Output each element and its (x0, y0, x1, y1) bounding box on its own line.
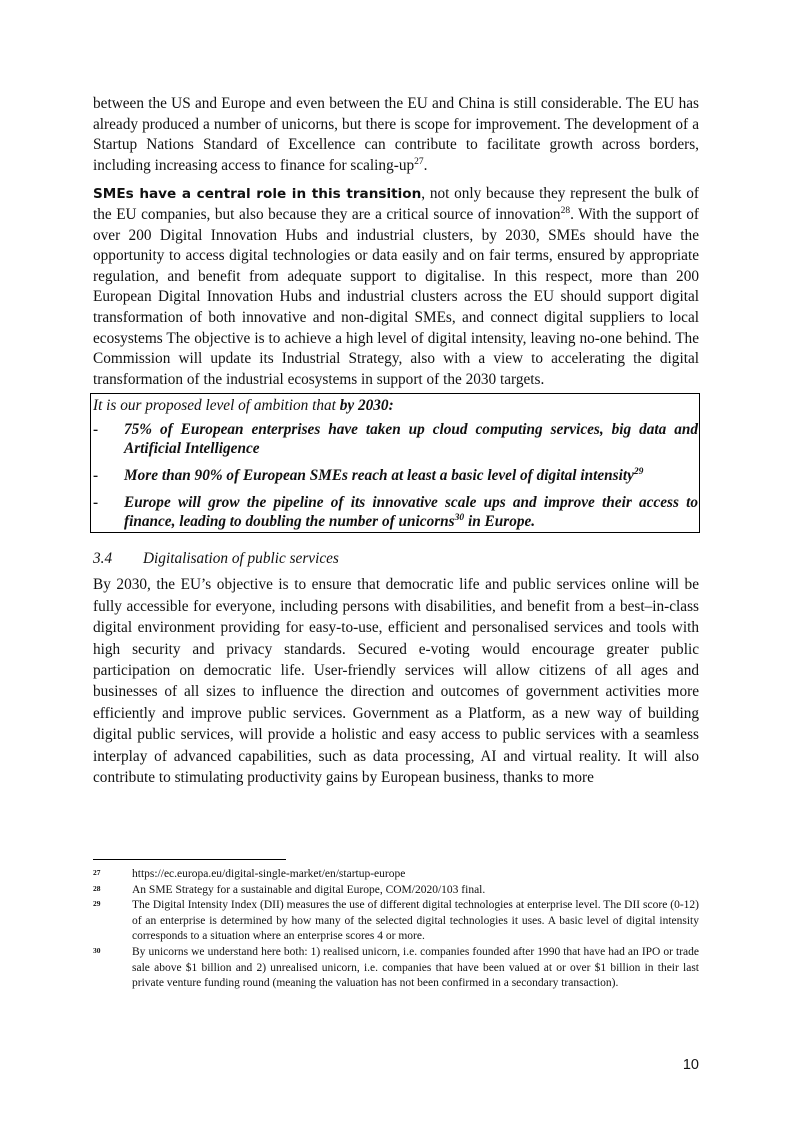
page-body (93, 94, 699, 788)
ambition-item: - 75% of European enterprises have taken up cloud computing services, big data and Artificial Intelligence (93, 421, 698, 458)
paragraph-smes: SMEs have a central role in this transition, not only because they represent the bulk of the EU companies, but also because they are a critical source of innovation$^{28}$. With the support of over 200 Digital Innovation Hubs and industrial clusters, by 2030, SMEs should have the opportunity to access digital technologies or data easily and on fair terms, ensured by appropriate regulation, and benefit from adequate support to digitalise. In this respect, more than 200 European Digital Innovation Hubs and industrial clusters across the EU should support digital transformation of both innovative and non-digital SMEs, and connect digital suppliers to local ecosystems The objective is to achieve a high level of digital intensity, leaving no-one behind. The Commission will update its Industrial Strategy, also with a view to accelerating the digital transformation of the industrial ecosystems in support of the 2030 targets. (93, 185, 699, 388)
ambition-item: - More than 90% of European SMEs reach at least a basic level of digital intensity$^{29}$ (93, 467, 644, 485)
footnote-text: The Digital Intensity Index (DII) measures the use of different digital technologies at enterprise level. The DII score (0-12) of an enterprise is determined by how many of the selected digital technologies it uses. A basic level of digital intensity corresponds to a situation where an enterprise scores 4 or more. (132, 899, 699, 943)
list-dash: - (93, 421, 99, 439)
footnote-divider (93, 859, 286, 860)
footnote-ref-29[interactable]: 29 (633, 467, 644, 478)
footnote-number: 27 (93, 868, 101, 877)
footnote-ref-27[interactable]: 27 (414, 156, 424, 167)
footnote-link[interactable]: https://ec.europa.eu/digital-single-market/en/startup-europe (132, 868, 406, 880)
footnote-text: An SME Strategy for a sustainable and digital Europe, COM/2020/103 final. (132, 883, 486, 896)
ambition-item: - Europe will grow the pipeline of its innovative scale ups and improve their access to finance, leading to doubling the number of unicorns$^{30}$ in Europe. (93, 494, 698, 531)
section-number: 3.4 (93, 550, 113, 568)
list-dash: - (93, 494, 99, 512)
footnotes (93, 867, 699, 992)
footnote (93, 945, 699, 992)
footnote (93, 883, 699, 899)
list-dash: - (93, 467, 99, 485)
footnote-number: 30 (93, 945, 101, 955)
footnote-number: 28 (93, 883, 101, 893)
footnote-ref-28[interactable]: 28 (560, 205, 571, 216)
paragraph-startups: between the US and Europe and even between the EU and China is still considerable. The EU has already produced a number of unicorns, but there is scope for improvement. The development of a Startup Nations Standard of Excellence can contribute to facilitate growth across borders, including increasing access to finance for scaling-$up^{27}$. (93, 95, 699, 174)
footnote-text: By unicorns we understand here both: 1) realised unicorn, i.e. companies founded after 1990 that have had an IPO or trade sale above $1 billion and 2) unrealised unicorn, i.e. companies that have been valued at or over $1 billion in their last private venture funding round (meaning the valuation has not been confirmed in a secondary transaction). (132, 945, 699, 990)
paragraph-lead: SMEs have a central role in this transition (93, 186, 422, 203)
paragraph-public-services: By 2030, the EU’s objective is to ensure that democratic life and public services online will be fully accessible for everyone, including persons with disabilities, and benefit from a best–in-class digital environment providing for easy-to-use, efficient and personalised services and tools with high security and privacy standards. Secured e-voting would encourage greater public participation on democratic life. User-friendly services will allow citizens of all ages and businesses of all sizes to influence the direction and outcomes of government activities more efficiently and improve public services. Government as a Platform, as a new way of building digital public services, will provide a holistic and easy access to public services with a seamless interplay of advanced capabilities, such as data processing, AI and virtual reality. It will also contribute to stimulating productivity gains by European business, thanks to more (93, 576, 699, 786)
footnote-ref-30[interactable]: 30 (454, 513, 465, 524)
footnote (93, 898, 699, 945)
ambition-intro: It is our proposed level of ambition that by 2030: (93, 397, 394, 415)
footnote-number: 29 (93, 899, 101, 909)
footnote (93, 867, 699, 883)
ambition-box (90, 393, 700, 533)
section-heading (93, 549, 699, 569)
section-title: Digitalisation of public services (143, 550, 339, 568)
page-number: 10 (682, 1057, 699, 1073)
